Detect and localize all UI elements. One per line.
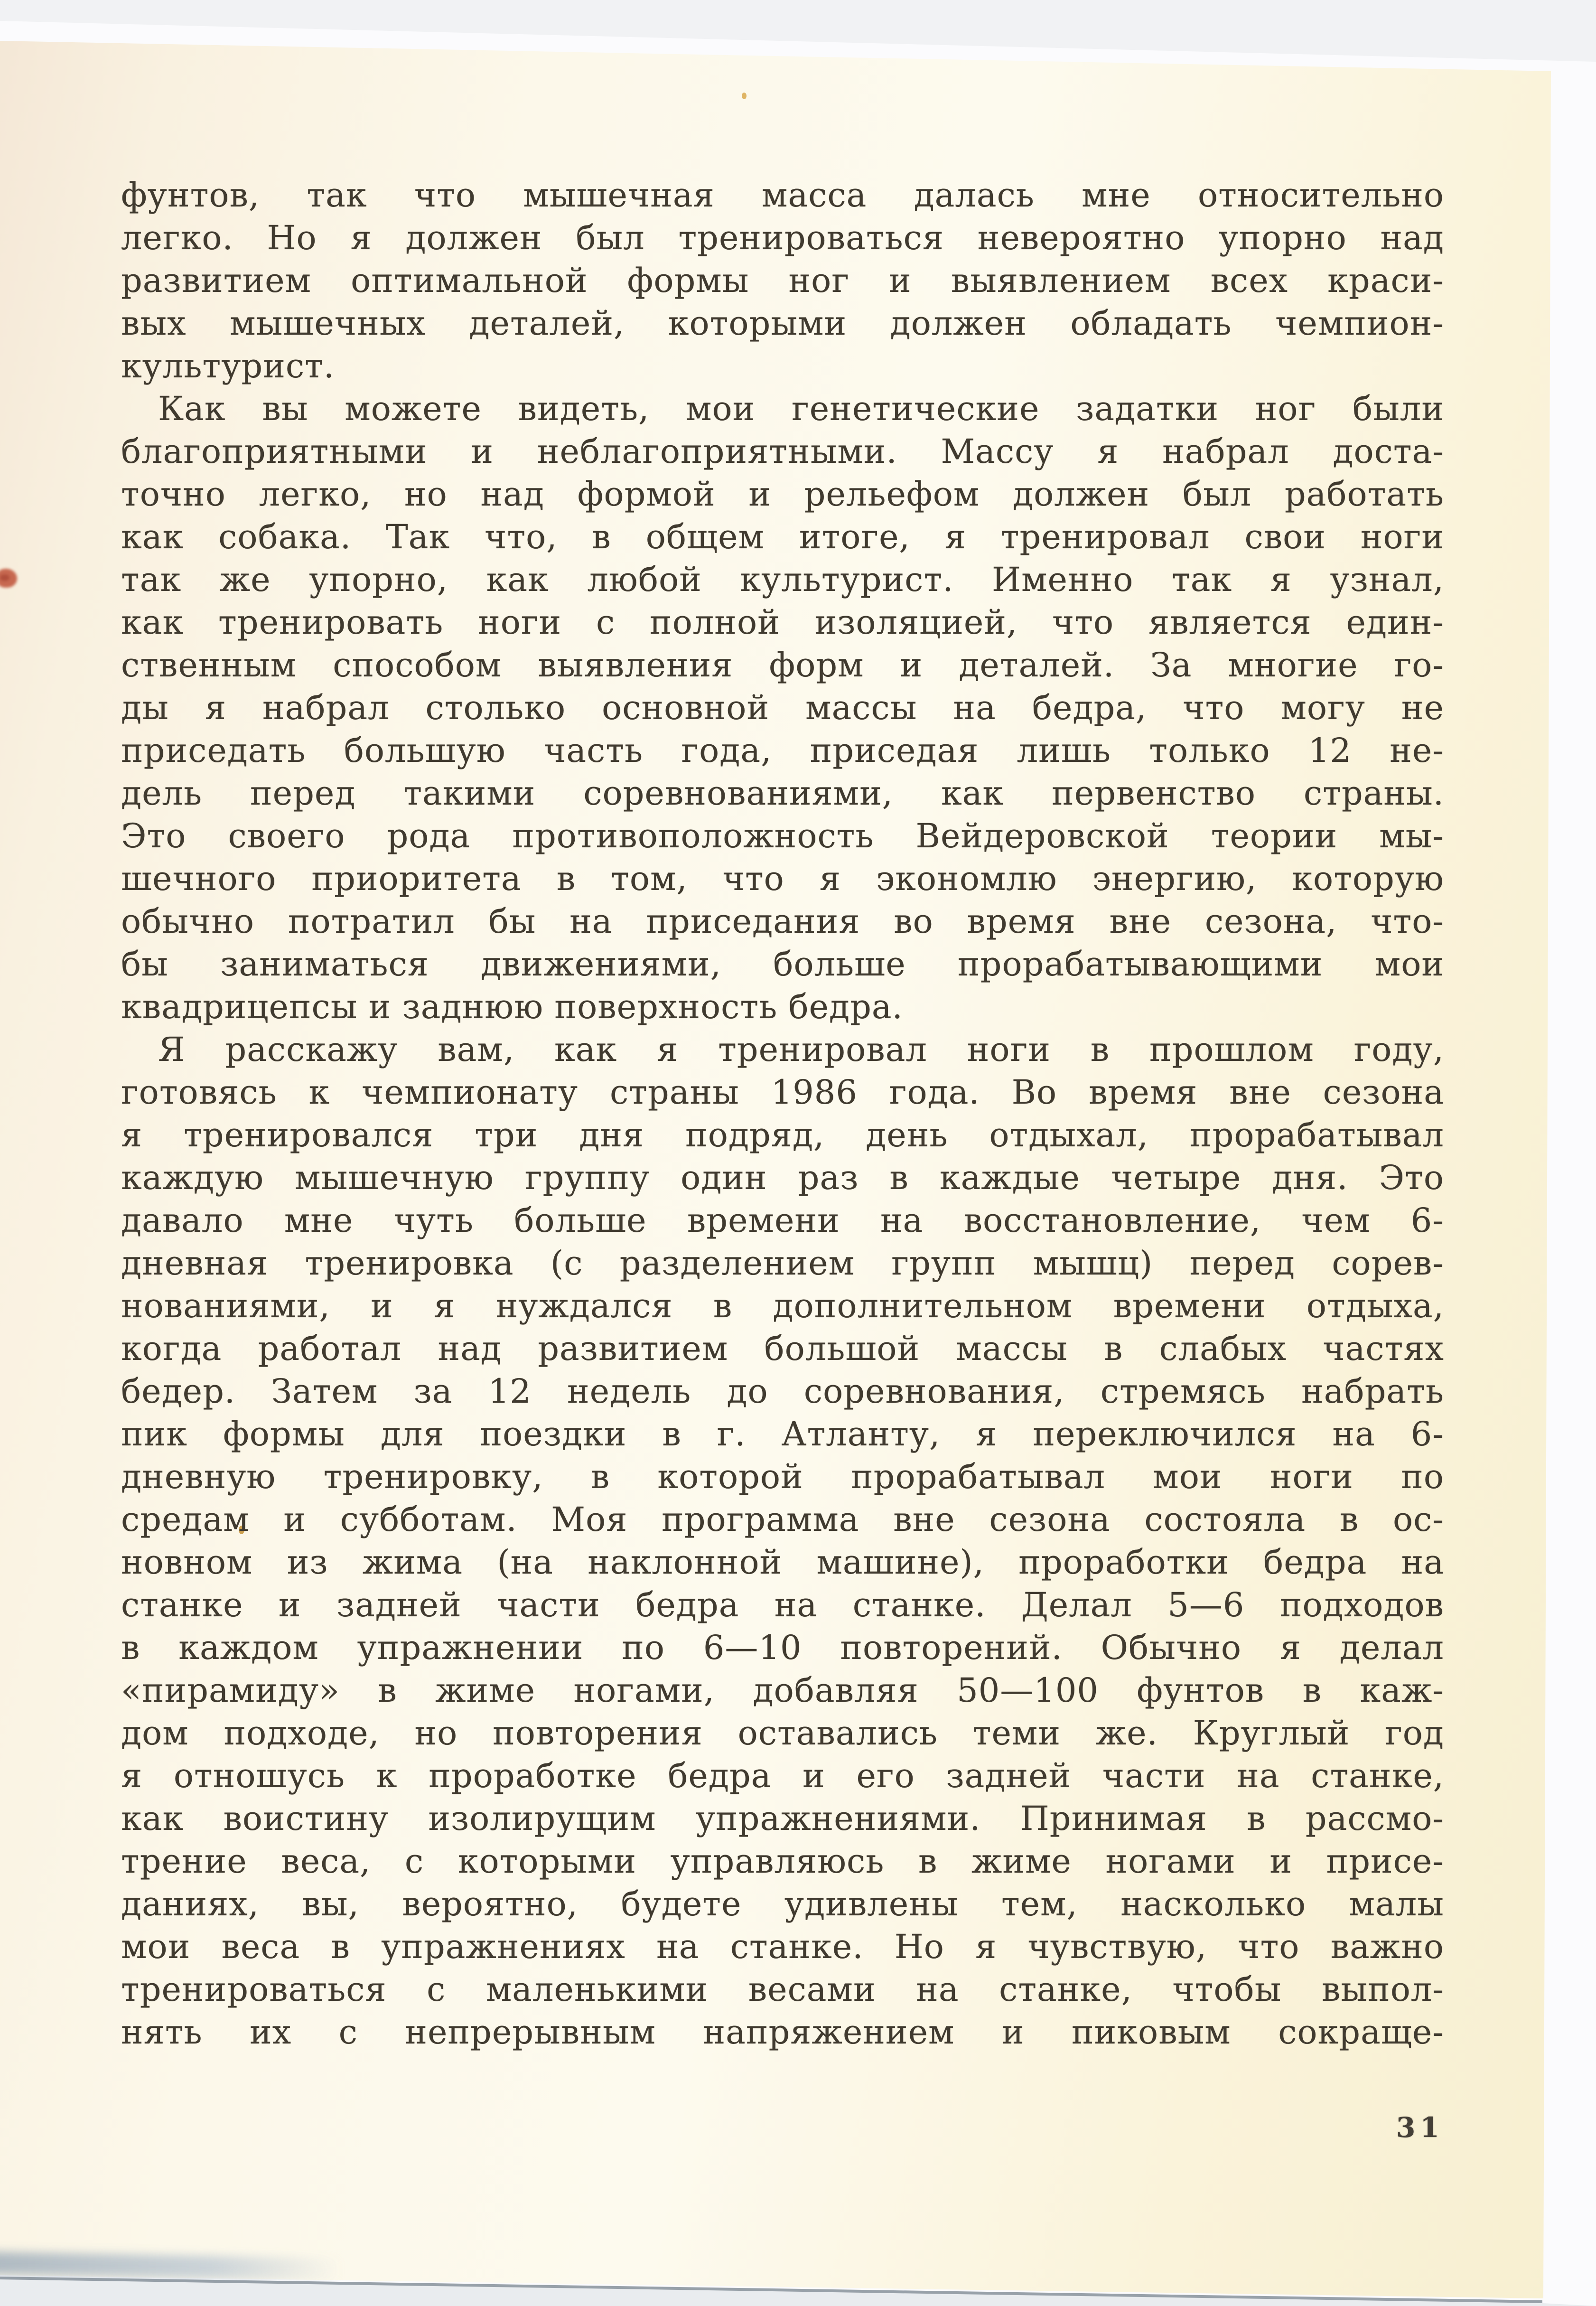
- text-line: каждую мышечную группу один раз в каждые четыре дня. Это: [121, 1158, 1444, 1197]
- text-line: дом подходе, но повторения оставались теми же. Круглый год: [121, 1714, 1444, 1753]
- text-line: вых мышечных деталей, которыми должен обладать чемпион-: [121, 304, 1444, 343]
- text-line: давало мне чуть больше времени на восстановление, чем 6-: [121, 1201, 1444, 1240]
- text-line: фунтов, так что мышечная масса далась мне относительно: [121, 176, 1444, 215]
- text-line: дневную тренировку, в которой прорабатывал мои ноги по: [121, 1457, 1444, 1496]
- text-line: средам и субботам. Моя программа вне сезона состояла в ос-: [121, 1500, 1444, 1539]
- text-line: развитием оптимальной формы ног и выявлением всех краси-: [121, 261, 1444, 300]
- text-line: легко. Но я должен был тренироваться невероятно упорно над: [121, 218, 1444, 257]
- paper-speck: [742, 93, 747, 99]
- text-line: мои веса в упражнениях на станке. Но я чувствую, что важно: [121, 1927, 1444, 1966]
- text-line: нованиями, и я нуждался в дополнительном времени отдыха,: [121, 1286, 1444, 1325]
- text-line: бедер. Затем за 12 недель до соревнования, стремясь набрать: [121, 1372, 1444, 1411]
- text-line: шечного приоритета в том, что я экономлю энергию, которую: [121, 859, 1444, 898]
- text-line: благоприятными и неблагоприятными. Массу я набрал доста-: [121, 432, 1444, 471]
- text-line: как воистину изолирущим упражнениями. Принимая в рассмо-: [121, 1799, 1444, 1838]
- text-line: готовясь к чемпионату страны 1986 года. Во время вне сезона: [121, 1073, 1444, 1112]
- text-line: Как вы можете видеть, мои генетические задатки ног были: [158, 389, 1444, 428]
- text-line: так же упорно, как любой культурист. Именно так я узнал,: [121, 560, 1444, 599]
- text-line: трение веса, с которыми управляюсь в жиме ногами и присе-: [121, 1842, 1444, 1881]
- text-line: я отношусь к проработке бедра и его задней части на станке,: [121, 1756, 1444, 1795]
- text-line: Это своего рода противоположность Вейдеровской теории мы-: [121, 816, 1444, 855]
- text-line: в каждом упражнении по 6—10 повторений. Обычно я делал: [121, 1628, 1444, 1667]
- text-line: как собака. Так что, в общем итоге, я тренировал свои ноги: [121, 517, 1444, 556]
- text-line: дель перед такими соревнованиями, как первенство страны.: [121, 774, 1444, 813]
- text-line: когда работал над развитием большой массы в слабых частях: [121, 1329, 1444, 1368]
- text-line: Я расскажу вам, как я тренировал ноги в прошлом году,: [158, 1030, 1444, 1069]
- text-line: обычно потратил бы на приседания во время вне сезона, что-: [121, 902, 1444, 941]
- text-line: нять их с непрерывным напряжением и пиковым сокраще-: [121, 2013, 1444, 2052]
- text-line: ды я набрал столько основной массы на бедра, что могу не: [121, 688, 1444, 727]
- text-line: как тренировать ноги с полной изоляцией, что является един-: [121, 603, 1444, 642]
- text-line: культурист.: [121, 347, 335, 385]
- text-line: квадрицепсы и заднюю поверхность бедра.: [121, 987, 903, 1026]
- text-line: тренироваться с маленькими весами на станке, чтобы выпол-: [121, 1970, 1444, 2009]
- text-line: я тренировался три дня подряд, день отдыхал, прорабатывал: [121, 1116, 1444, 1154]
- body-text: [121, 174, 1444, 2053]
- text-line: точно легко, но над формой и рельефом должен был работать: [121, 475, 1444, 514]
- text-line: даниях, вы, вероятно, будете удивлены тем, насколько малы: [121, 1884, 1444, 1923]
- text-line: дневная тренировка (с разделением групп мышц) перед сорев-: [121, 1244, 1444, 1283]
- text-line: пик формы для поездки в г. Атланту, я переключился на 6-: [121, 1415, 1444, 1453]
- text-line: бы заниматься движениями, больше прорабатывающими мои: [121, 945, 1444, 984]
- text-line: станке и задней части бедра на станке. Делал 5—6 подходов: [121, 1585, 1444, 1624]
- text-line: «пирамиду» в жиме ногами, добавляя 50—100 фунтов в каж-: [121, 1671, 1444, 1710]
- page-number: 31: [1396, 2111, 1444, 2144]
- text-line: новном из жима (на наклонной машине), проработки бедра на: [121, 1543, 1444, 1582]
- text-line: ственным способом выявления форм и деталей. За многие го-: [121, 646, 1444, 684]
- text-line: приседать большую часть года, приседая лишь только 12 не-: [121, 731, 1444, 770]
